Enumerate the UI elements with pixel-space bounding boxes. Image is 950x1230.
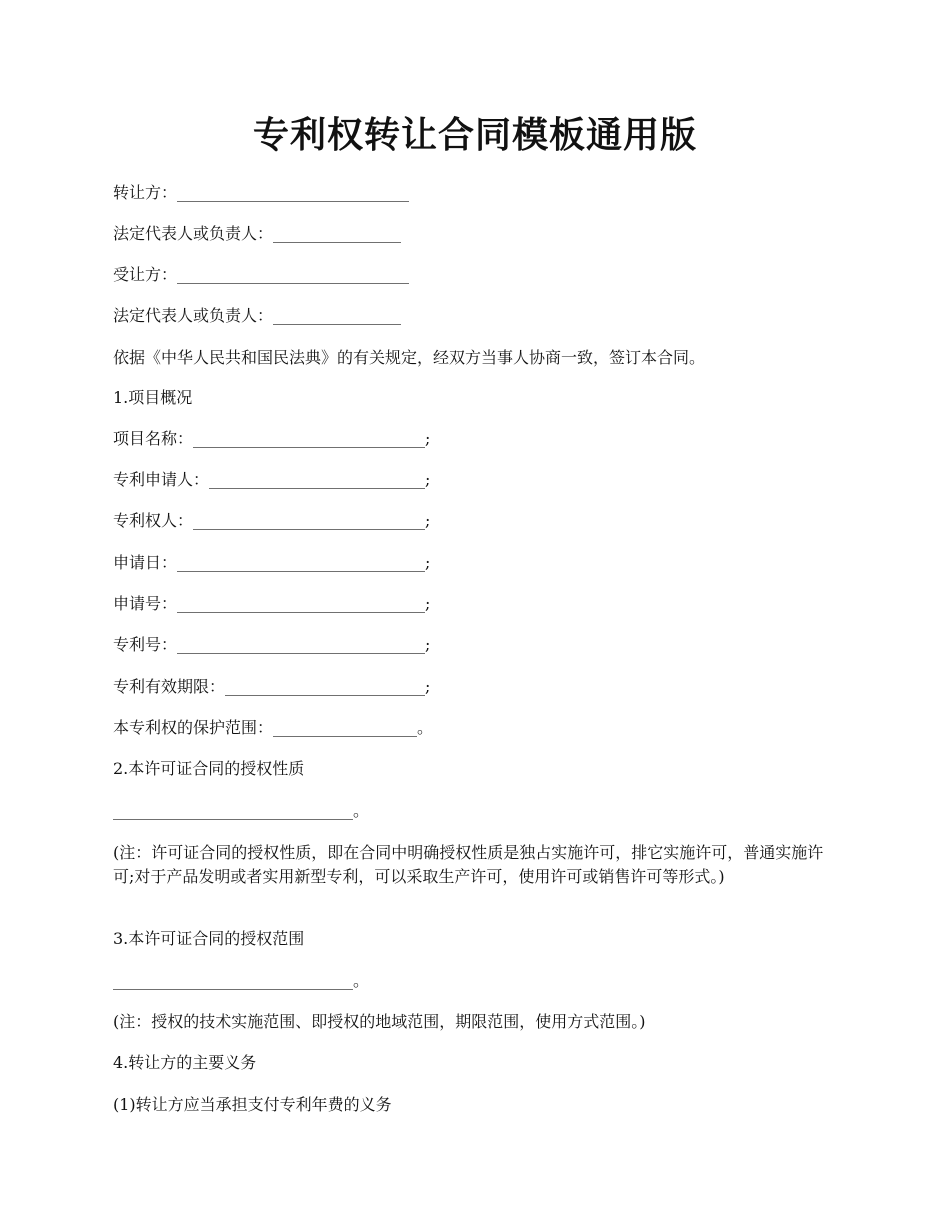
patent-validity-field: 专利有效期限：_________________________; bbox=[113, 677, 431, 696]
patent-applicant-field: 专利申请人：___________________________; bbox=[113, 470, 431, 489]
section-4-heading: 4.转让方的主要义务 bbox=[113, 1053, 257, 1072]
section-3-heading: 3.本许可证合同的授权范围 bbox=[113, 929, 305, 948]
patentee-field: 专利权人：_____________________________; bbox=[113, 511, 431, 530]
patent-number-field: 专利号：_______________________________; bbox=[113, 635, 431, 654]
application-number-field: 申请号：_______________________________; bbox=[113, 594, 431, 613]
application-date-field: 申请日：_______________________________; bbox=[113, 553, 431, 572]
section-1-heading: 1.项目概况 bbox=[113, 388, 193, 407]
document-title: 专利权转让合同模板通用版 bbox=[252, 114, 697, 156]
protection-scope-field: 本专利权的保护范围：__________________。 bbox=[113, 718, 434, 737]
transferee-representative-field: 法定代表人或负责人：________________ bbox=[113, 306, 402, 325]
transferee-field: 受让方：_____________________________ bbox=[113, 265, 410, 284]
transferor-representative-field: 法定代表人或负责人：________________ bbox=[113, 224, 402, 243]
section-2-note: (注：许可证合同的授权性质，即在合同中明确授权性质是独占实施许可，排它实施许可，普通实施许可;对于产品发明或者实用新型专利，可以采取生产许可，使用许可或销售许可等形式。) bbox=[113, 843, 824, 886]
section-3-note: (注：授权的技术实施范围、即授权的地域范围，期限范围，使用方式范围。) bbox=[113, 1012, 646, 1031]
section-4-item-1: (1)转让方应当承担支付专利年费的义务 bbox=[113, 1095, 392, 1114]
intro-paragraph: 依据《中华人民共和国民法典》的有关规定，经双方当事人协商一致，签订本合同。 bbox=[113, 348, 706, 367]
transferor-field: 转让方：_____________________________ bbox=[113, 183, 410, 202]
section-3-blank: ______________________________。 bbox=[113, 971, 370, 990]
section-2-heading: 2.本许可证合同的授权性质 bbox=[113, 759, 305, 778]
project-name-field: 项目名称：_____________________________; bbox=[113, 429, 431, 448]
section-2-blank: ______________________________。 bbox=[113, 801, 370, 820]
